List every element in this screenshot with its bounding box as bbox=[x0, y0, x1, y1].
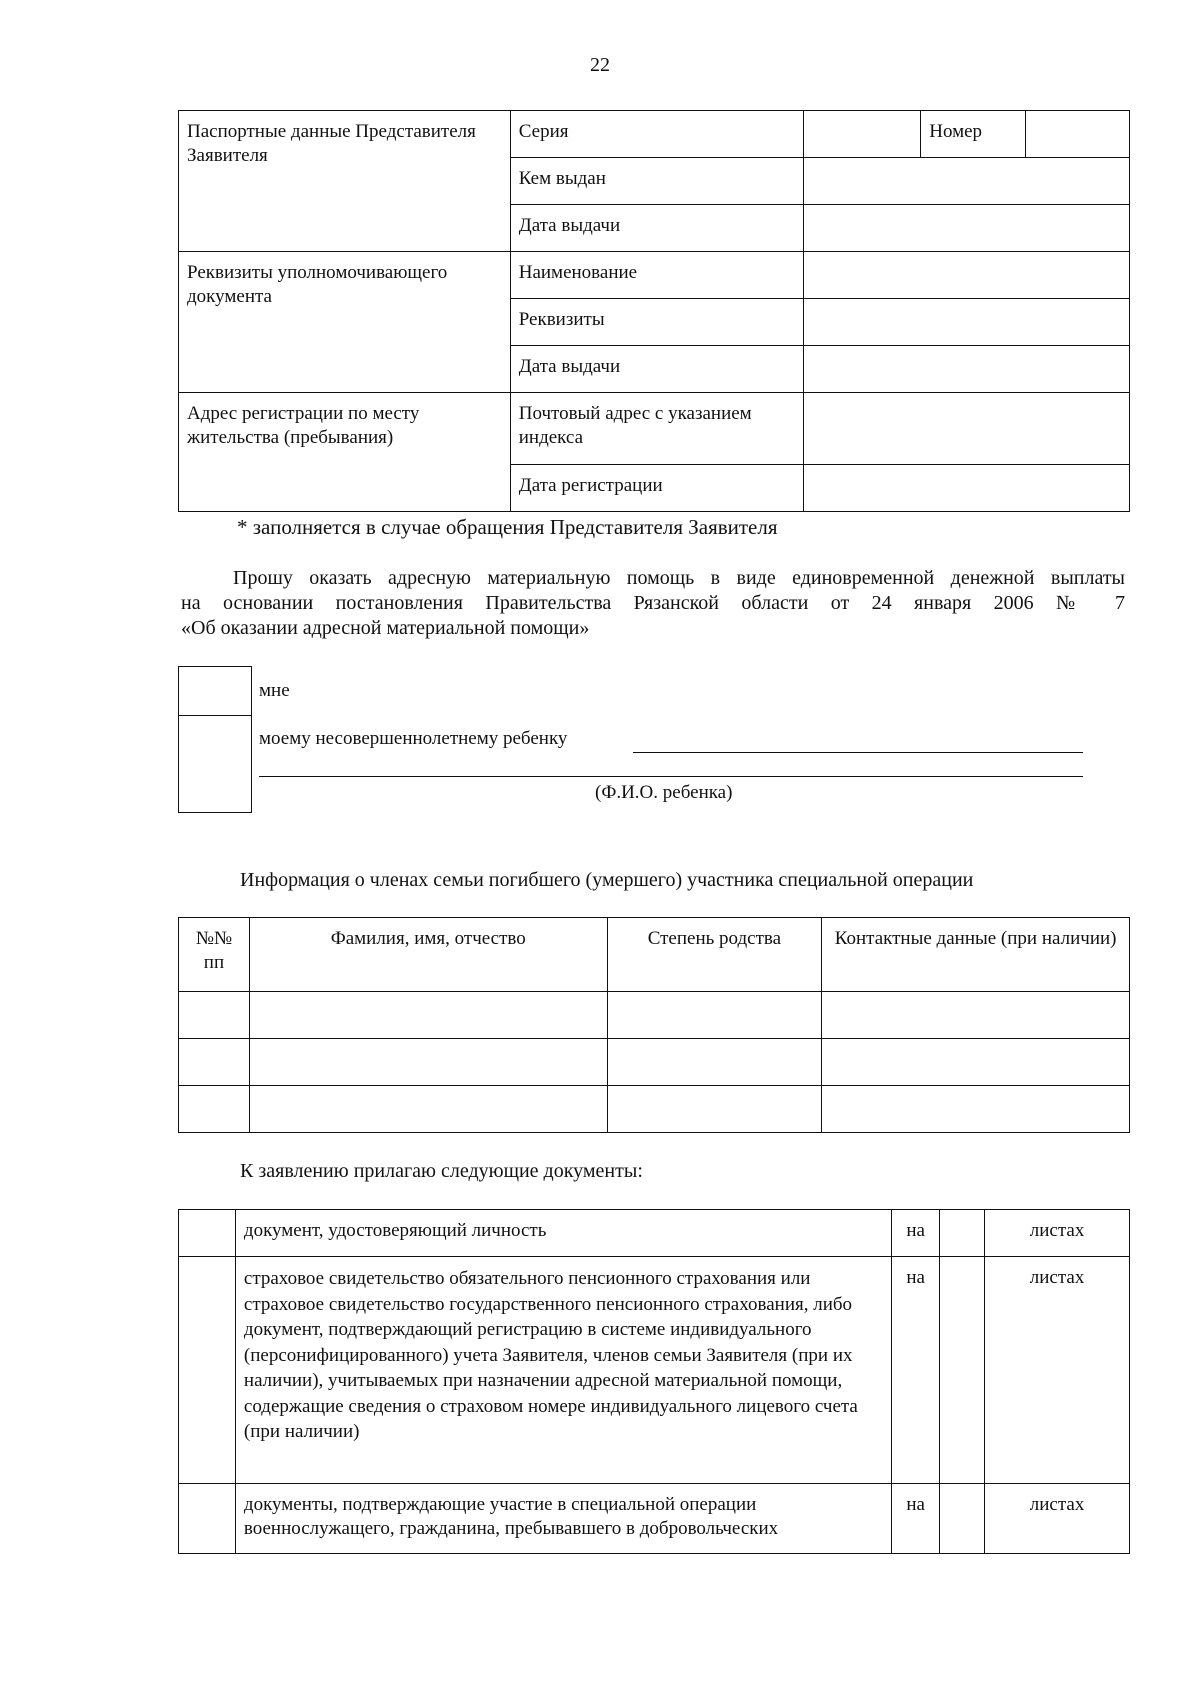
sheet-count-field[interactable] bbox=[940, 1210, 985, 1257]
na-label: на bbox=[892, 1484, 940, 1554]
document-text: документы, подтверждающие участие в специальной операции военнослужащего, гражданина, пребывавшего в добровольческих bbox=[235, 1484, 891, 1554]
document-text: документ, удостоверяющий личность bbox=[235, 1210, 891, 1257]
seria-label: Серия bbox=[510, 111, 804, 158]
table-row bbox=[179, 1039, 1130, 1086]
data-vydachi2-field[interactable] bbox=[804, 346, 1130, 393]
request-line-1: Прошу оказать адресную материальную помощь в виде единовременной денежной выплаты bbox=[233, 567, 1125, 589]
option-rebenku-label: моему несовершеннолетнему ребенку bbox=[259, 728, 568, 749]
cell-relation[interactable] bbox=[607, 1086, 822, 1133]
header-relation: Степень родства bbox=[607, 918, 822, 992]
checkbox-mne[interactable] bbox=[178, 666, 252, 716]
family-section-title: Информация о членах семьи погибшего (умершего) участника специальной операции bbox=[240, 869, 974, 891]
cell-fio[interactable] bbox=[249, 1039, 607, 1086]
nomer-label: Номер bbox=[921, 111, 1026, 158]
cell-number[interactable] bbox=[179, 992, 250, 1039]
kem-vydan-field[interactable] bbox=[804, 158, 1130, 205]
cell-relation[interactable] bbox=[607, 992, 822, 1039]
document-checkbox[interactable] bbox=[179, 1257, 236, 1484]
document-text: страховое свидетельство обязательного пенсионного страхования или страховое свидетельство государственного пенсионного страхования, либо документ, подтверждающий регистрацию в системе индивидуального (персонифицированного) учета Заявителя, членов семьи Заявителя (при их наличии), учитываемых при назначении адресной материальной помощи, содержащие сведения о страховом номере индивидуального лицевого счета (при наличии) bbox=[235, 1257, 891, 1484]
cell-number[interactable] bbox=[179, 1086, 250, 1133]
option-mne-label: мне bbox=[259, 680, 290, 701]
rekvizity-field[interactable] bbox=[804, 299, 1130, 346]
nomer-value-field[interactable] bbox=[1026, 111, 1130, 158]
representative-data-table bbox=[178, 110, 1130, 512]
footnote: * заполняется в случае обращения Представителя Заявителя bbox=[237, 515, 778, 539]
cell-contacts[interactable] bbox=[822, 1086, 1130, 1133]
rekvizity-label: Реквизиты bbox=[510, 299, 804, 346]
sheet-count-field[interactable] bbox=[940, 1257, 985, 1484]
cell-number[interactable] bbox=[179, 1039, 250, 1086]
table-row bbox=[179, 992, 1130, 1039]
passport-label: Паспортные данные Представителя Заявителя bbox=[179, 111, 511, 252]
data-vydachi2-label: Дата выдачи bbox=[510, 346, 804, 393]
data-vydachi-field[interactable] bbox=[804, 205, 1130, 252]
data-registracii-label: Дата регистрации bbox=[510, 465, 804, 512]
cell-fio[interactable] bbox=[249, 1086, 607, 1133]
checkbox-rebenku[interactable] bbox=[178, 714, 252, 813]
pochtovyi-field[interactable] bbox=[804, 393, 1130, 465]
family-members-table bbox=[178, 917, 1130, 1133]
header-contacts: Контактные данные (при наличии) bbox=[822, 918, 1130, 992]
pochtovyi-label: Почтовый адрес с указанием индекса bbox=[510, 393, 804, 465]
fio-caption: (Ф.И.О. ребенка) bbox=[595, 782, 733, 803]
document-row bbox=[179, 1484, 1130, 1554]
sheet-count-field[interactable] bbox=[940, 1484, 985, 1554]
document-row bbox=[179, 1210, 1130, 1257]
listah-label: листах bbox=[985, 1257, 1130, 1484]
kem-vydan-label: Кем выдан bbox=[510, 158, 804, 205]
request-line-3: «Об оказании адресной материальной помощи» bbox=[181, 617, 590, 639]
child-name-line-2[interactable] bbox=[259, 776, 1083, 777]
listah-label: листах bbox=[985, 1210, 1130, 1257]
document-checkbox[interactable] bbox=[179, 1484, 236, 1554]
table-row bbox=[179, 1086, 1130, 1133]
documents-table bbox=[178, 1209, 1130, 1554]
naimenovanie-label: Наименование bbox=[510, 252, 804, 299]
authorizing-doc-label: Реквизиты уполномочивающего документа bbox=[179, 252, 511, 393]
document-row bbox=[179, 1257, 1130, 1484]
data-registracii-field[interactable] bbox=[804, 465, 1130, 512]
request-line-2: на основании постановления Правительства Рязанской области от 24 января 2006 № 7 bbox=[181, 592, 1125, 614]
listah-label: листах bbox=[985, 1484, 1130, 1554]
na-label: на bbox=[892, 1257, 940, 1484]
na-label: на bbox=[892, 1210, 940, 1257]
naimenovanie-field[interactable] bbox=[804, 252, 1130, 299]
document-checkbox[interactable] bbox=[179, 1210, 236, 1257]
cell-contacts[interactable] bbox=[822, 1039, 1130, 1086]
header-fio: Фамилия, имя, отчество bbox=[249, 918, 607, 992]
page-number: 22 bbox=[590, 54, 610, 76]
child-name-line-1[interactable] bbox=[633, 752, 1083, 753]
request-paragraph bbox=[181, 566, 1125, 641]
address-label: Адрес регистрации по месту жительства (пребывания) bbox=[179, 393, 511, 512]
header-number: №№ пп bbox=[179, 918, 250, 992]
cell-contacts[interactable] bbox=[822, 992, 1130, 1039]
documents-section-title: К заявлению прилагаю следующие документы: bbox=[240, 1160, 643, 1182]
cell-fio[interactable] bbox=[249, 992, 607, 1039]
cell-relation[interactable] bbox=[607, 1039, 822, 1086]
seria-value-field[interactable] bbox=[804, 111, 921, 158]
data-vydachi-label: Дата выдачи bbox=[510, 205, 804, 252]
